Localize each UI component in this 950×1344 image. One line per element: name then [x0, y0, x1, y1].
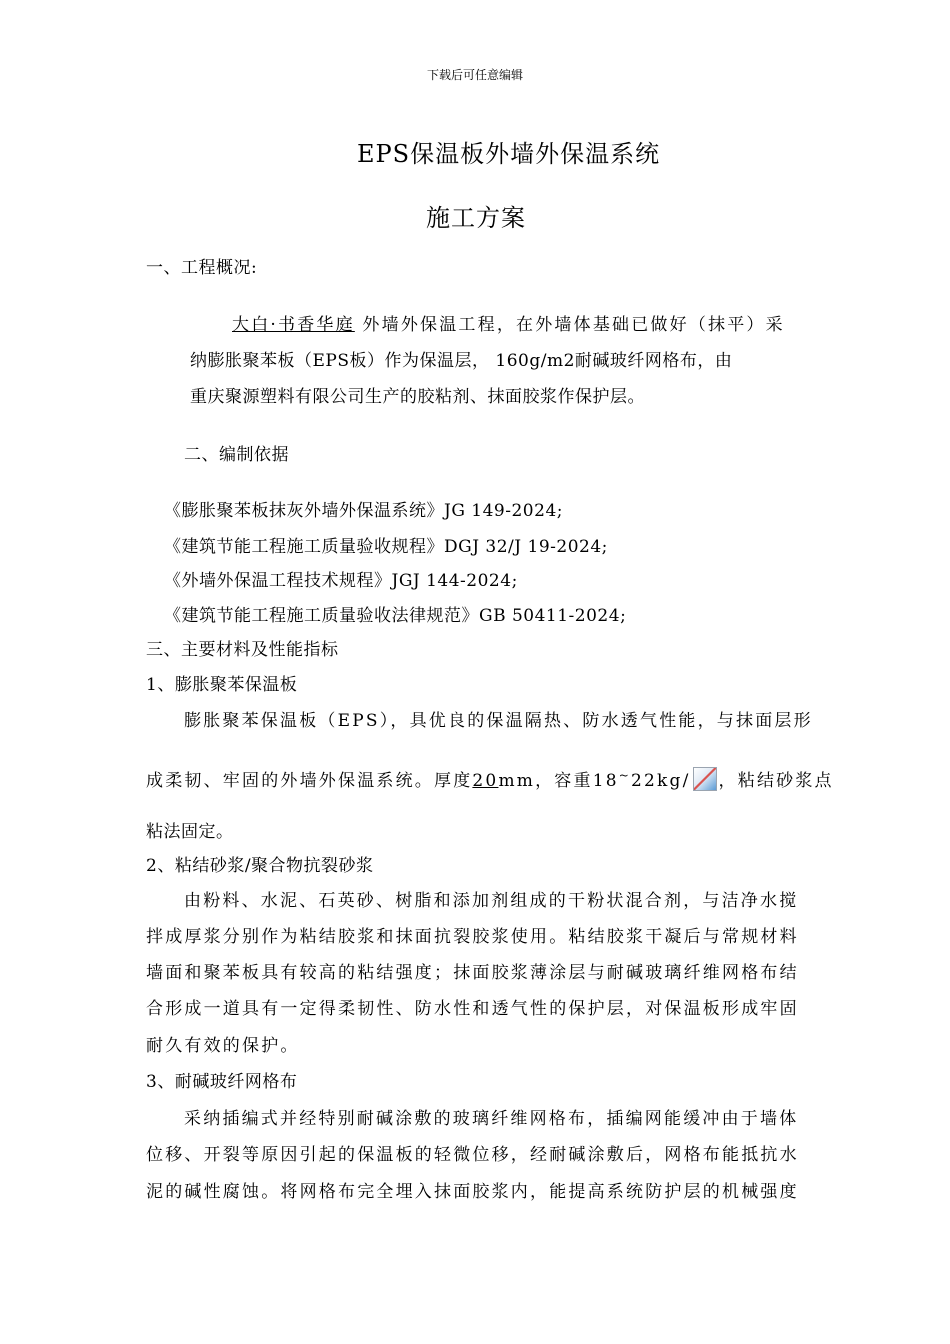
section1-line3: 重庆聚源塑料有限公司生产的胶粘剂、抹面胶浆作保护层。: [190, 387, 645, 407]
item2-heading: 2、粘结砂浆/聚合物抗裂砂浆: [146, 856, 374, 876]
item3-line: 泥的碱性腐蚀。将网格布完全埋入抹面胶浆内，能提高系统防护层的机械强度: [146, 1182, 799, 1202]
section1-line2: 纳膨胀聚苯板（EPS板）作为保温层， 160g/m2耐碱玻纤网格布，由: [190, 351, 733, 371]
item2-line: 拌成厚浆分别作为粘结胶浆和抹面抗裂胶浆使用。粘结胶浆干凝后与常规材料: [146, 927, 799, 947]
document-subtitle: 施工方案: [426, 204, 526, 232]
item1-heading: 1、膨胀聚苯保温板: [146, 675, 298, 695]
item1-line1: 膨胀聚苯保温板（EPS），具优良的保温隔热、防水透气性能，与抹面层形: [184, 711, 813, 731]
section3-heading: 三、主要材料及性能指标: [146, 640, 339, 660]
item3-line: 采纳插编式并经特别耐碱涂敷的玻璃纤维网格布，插编网能缓冲由于墙体: [184, 1109, 799, 1129]
page-header-note: 下载后可任意编辑: [426, 68, 523, 82]
reference-item: 《外墙外保温工程技术规程》JGJ 144-2024;: [164, 571, 518, 591]
item1-line2: [146, 766, 834, 791]
item1-tilde: ~: [618, 768, 631, 783]
item2-line: 由粉料、水泥、石英砂、树脂和添加剂组成的干粉状混合剂，与洁净水搅: [184, 891, 799, 911]
section1-heading: 一、工程概况:: [146, 258, 258, 278]
item1-line2-c: 22kg/: [631, 771, 691, 791]
reference-item: 《膨胀聚苯板抹灰外墙外保温系统》JG 149-2024;: [164, 501, 563, 521]
item1-line2-d: ，粘结砂浆点: [718, 771, 834, 791]
section2-heading: 二、编制依据: [184, 445, 289, 465]
project-name: 大白·书香华庭: [232, 315, 355, 335]
item3-heading: 3、耐碱玻纤网格布: [146, 1072, 298, 1092]
item2-line: 合形成一道具有一定得柔韧性、防水性和透气性的保护层，对保温板形成牢固: [146, 999, 799, 1019]
document-title: EPS保温板外墙外保温系统: [357, 140, 661, 168]
item1-line2-b: mm，容重18: [498, 771, 619, 791]
item1-line2-a: 成柔韧、牢固的外墙外保温系统。厚度: [146, 771, 473, 791]
item1-line3: 粘法固定。: [146, 822, 234, 842]
reference-item: 《建筑节能工程施工质量验收规程》DGJ 32/J 19-2024;: [164, 537, 608, 557]
item2-line: 耐久有效的保护。: [146, 1036, 300, 1056]
section1-line1: [232, 310, 785, 335]
reference-item: 《建筑节能工程施工质量验收法律规范》GB 50411-2024;: [164, 606, 627, 626]
item3-line: 位移、开裂等原因引起的保温板的轻微位移，经耐碱涂敷后，网格布能抵抗水: [146, 1145, 799, 1165]
section1-line1-rest: 外墙外保温工程，在外墙体基础已做好（抹平）采: [362, 315, 785, 335]
item2-line: 墙面和聚苯板具有较高的粘结强度；抹面胶浆薄涂层与耐碱玻璃纤维网格布结: [146, 963, 799, 983]
thickness-value: 20: [472, 771, 499, 791]
broken-image-icon: [693, 767, 717, 791]
